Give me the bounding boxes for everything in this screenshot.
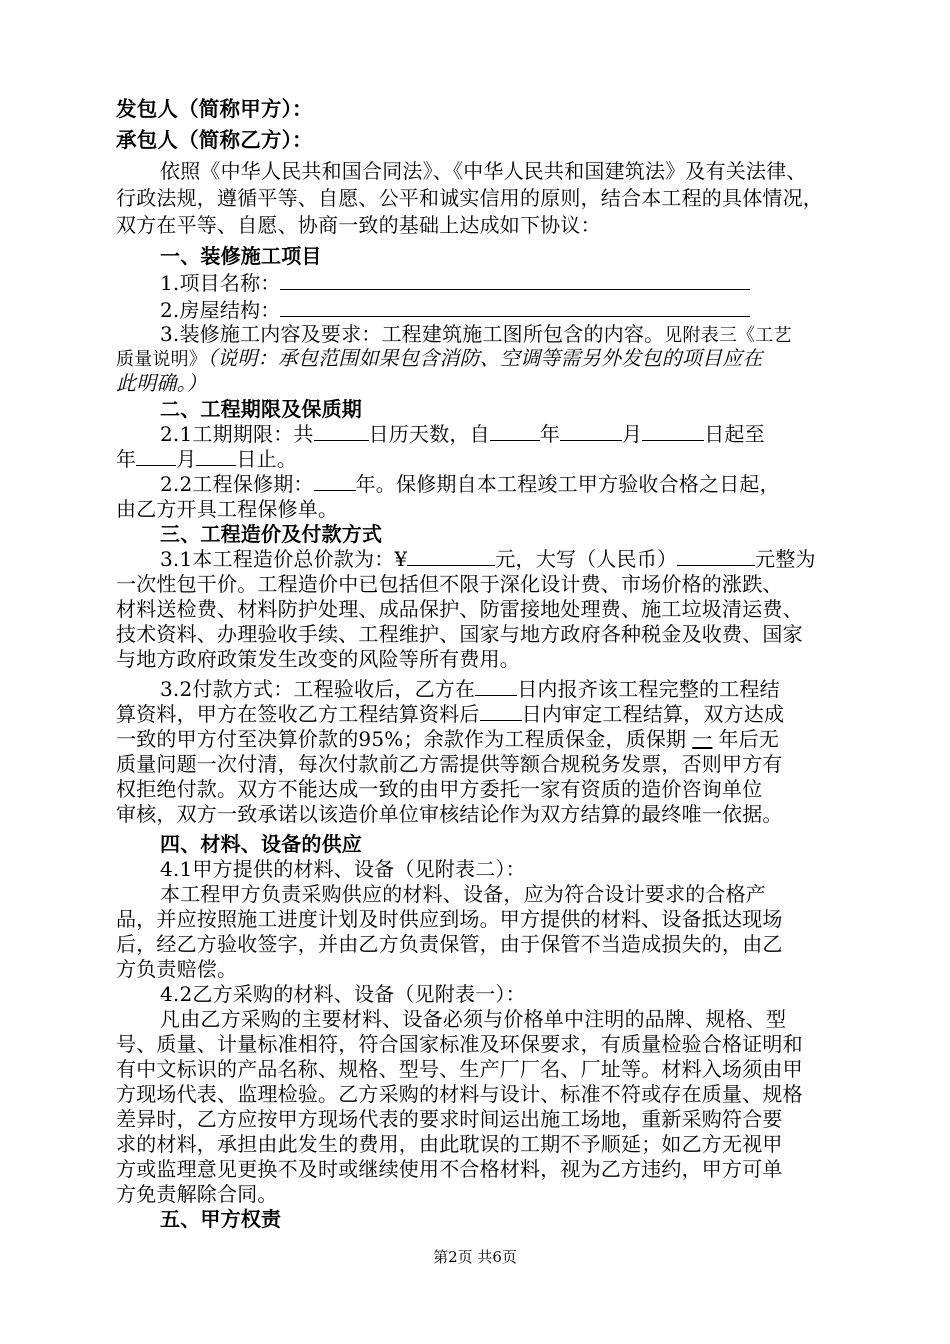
start-year-blank	[490, 422, 540, 441]
owner-supply-line-2: 品，并应按照施工进度计划及时供应到场。甲方提供的材料、设备抵达现场	[116, 907, 783, 931]
price-words-label: 元，大写（人民币）	[495, 547, 678, 571]
structure-line	[160, 298, 750, 323]
contractor-supply-line-1: 凡由乙方采购的主要材料、设备必须与价格单中注明的品牌、规格、型	[160, 1007, 787, 1031]
intro-line-3: 双方在平等、自愿、协商一致的基础上达成如下协议：	[116, 213, 601, 237]
contractor-supply-line-7: 方或监理意见更换不及时或继续使用不合格材料，视为乙方违约，甲方可单	[116, 1157, 783, 1181]
project-name-label: 1.项目名称：	[160, 271, 281, 295]
party-b-label: 承包人（简称乙方）：	[116, 128, 313, 152]
end-day-unit: 日止。	[236, 447, 298, 471]
price-suffix: 元整为	[755, 547, 816, 571]
price-label: 3.1本工程造价总价款为：¥	[160, 547, 408, 571]
scope-line-2	[116, 346, 763, 372]
scope-text: 3.装修施工内容及要求：工程建筑施工图所包含的内容。	[160, 322, 665, 346]
end-month-blank	[136, 447, 176, 466]
intro-line-1: 依照《中华人民共和国合同法》、《中华人民共和国建筑法》及有关法律、	[160, 159, 807, 183]
price-line-3: 材料送检费、材料防护处理、成品保护、防雷接地处理费、施工垃圾清运费、	[116, 597, 803, 621]
warranty-years-blank	[314, 472, 356, 491]
warranty-line-1	[160, 472, 780, 497]
structure-label: 2.房屋结构：	[160, 298, 281, 322]
year-unit: 年	[539, 422, 561, 446]
payment-line-3	[116, 727, 779, 752]
price-line-4: 技术资料、办理验收手续、工程维护、国家与地方政府各种税金及收费、国家	[116, 622, 803, 646]
start-day-blank	[642, 422, 704, 441]
end-month-unit: 月	[176, 447, 197, 471]
scope-attachment-ref: 见附表三《工艺	[664, 325, 792, 346]
payment-text-5: 年后无	[718, 727, 780, 751]
month-unit: 月	[622, 422, 643, 446]
section-2-title: 二、工程期限及保质期	[160, 397, 362, 421]
payment-label: 3.2付款方式：工程验收后，乙方在	[160, 677, 476, 701]
payment-line-2	[116, 702, 784, 727]
payment-text-2: 算资料，甲方在签收乙方工程结算资料后	[116, 702, 480, 726]
price-line-2: 一次性包干价。工程造价中已包括但不限于深化设计费、市场价格的涨跌、	[116, 572, 783, 596]
contractor-supply-heading: 4.2乙方采购的材料、设备（见附表一）：	[160, 982, 526, 1006]
price-line-5: 与地方政府政策发生改变的风险等所有费用。	[116, 647, 520, 671]
owner-supply-line-1: 本工程甲方负责采购供应的材料、设备，应为符合设计要求的合格产	[160, 882, 766, 906]
contractor-supply-line-3: 有中文标识的产品名称、规格、型号、生产厂厂名、厂址等。材料入场须由甲	[116, 1057, 803, 1081]
warranty-label: 2.2工程保修期：	[160, 472, 314, 496]
payment-text-4: 一致的甲方付至决算价款的95%；余款作为工程质保金，质保期	[116, 727, 687, 751]
structure-blank	[280, 298, 750, 317]
price-words-blank	[677, 547, 755, 566]
party-a-label: 发包人（简称甲方）：	[116, 97, 313, 121]
warranty-line-2: 由乙方开具工程保修单。	[116, 497, 339, 521]
payment-text-1: 日内报齐该工程完整的工程结	[517, 677, 780, 701]
contractor-supply-line-4: 方现场代表、监理检验。乙方采购的材料与设计、标准不符或存在质量、规格	[116, 1082, 803, 1106]
end-year-unit: 年	[116, 447, 137, 471]
page-footer: 第2页 共6页	[433, 1248, 517, 1266]
settlement-days-blank	[475, 677, 517, 696]
payment-line-6: 审核，双方一致承诺以该造价单位审核结论作为双方结算的最终唯一依据。	[116, 802, 783, 826]
scope-line-1	[160, 322, 792, 348]
warranty-period-value: 一	[692, 727, 713, 751]
duration-label: 2.1工期期限：共	[160, 422, 314, 446]
section-4-title: 四、材料、设备的供应	[160, 832, 362, 856]
days-blank	[314, 422, 369, 441]
scope-note: （说明：承包范围如果包含消防、空调等需另外发包的项目应在	[207, 346, 763, 370]
project-name-blank	[280, 271, 750, 290]
scope-quality-ref: 质量说明》	[116, 349, 207, 370]
payment-line-1	[160, 677, 780, 702]
intro-line-2: 行政法规，遵循平等、自愿、公平和诚实信用的原则，结合本工程的具体情况，	[116, 186, 823, 210]
contractor-supply-line-2: 号、质量、计量标准相符，符合国家标准及环保要求，有质量检验合格证明和	[116, 1032, 803, 1056]
duration-from: 日历天数，自	[368, 422, 490, 446]
payment-line-5: 权拒绝付款。双方不能达成一致的由甲方委托一家有资质的造价咨询单位	[116, 777, 763, 801]
section-5-title: 五、甲方权责	[160, 1207, 282, 1231]
day-unit-from: 日起至	[704, 422, 765, 446]
price-line-1	[160, 547, 816, 572]
owner-supply-line-4: 方负责赔偿。	[116, 957, 238, 981]
project-name-line	[160, 271, 750, 296]
duration-line-1	[160, 422, 765, 447]
contractor-supply-line-5: 差异时，乙方应按甲方现场代表的要求时间运出施工场地，重新采购符合要	[116, 1107, 783, 1131]
price-amount-blank	[407, 547, 495, 566]
section-1-title: 一、装修施工项目	[160, 244, 322, 268]
start-month-blank	[560, 422, 622, 441]
payment-line-4: 质量问题一次付清，每次付款前乙方需提供等额合规税务发票，否则甲方有	[116, 752, 783, 776]
owner-supply-line-3: 后，经乙方验收签字，并由乙方负责保管，由于保管不当造成损失的，由乙	[116, 932, 783, 956]
payment-text-3: 日内审定工程结算，双方达成	[521, 702, 785, 726]
review-days-blank	[480, 702, 522, 721]
warranty-text: 年。保修期自本工程竣工甲方验收合格之日起，	[355, 472, 780, 496]
contractor-supply-line-6: 求的材料，承担由此发生的费用，由此耽误的工期不予顺延；如乙方无视甲	[116, 1132, 783, 1156]
contractor-supply-line-8: 方免责解除合同。	[116, 1182, 278, 1206]
end-day-blank	[196, 447, 236, 466]
scope-note-end: 此明确。）	[116, 371, 207, 395]
owner-supply-heading: 4.1甲方提供的材料、设备（见附表二）：	[160, 857, 526, 881]
duration-line-2	[116, 447, 297, 472]
section-3-title: 三、工程造价及付款方式	[160, 522, 383, 546]
